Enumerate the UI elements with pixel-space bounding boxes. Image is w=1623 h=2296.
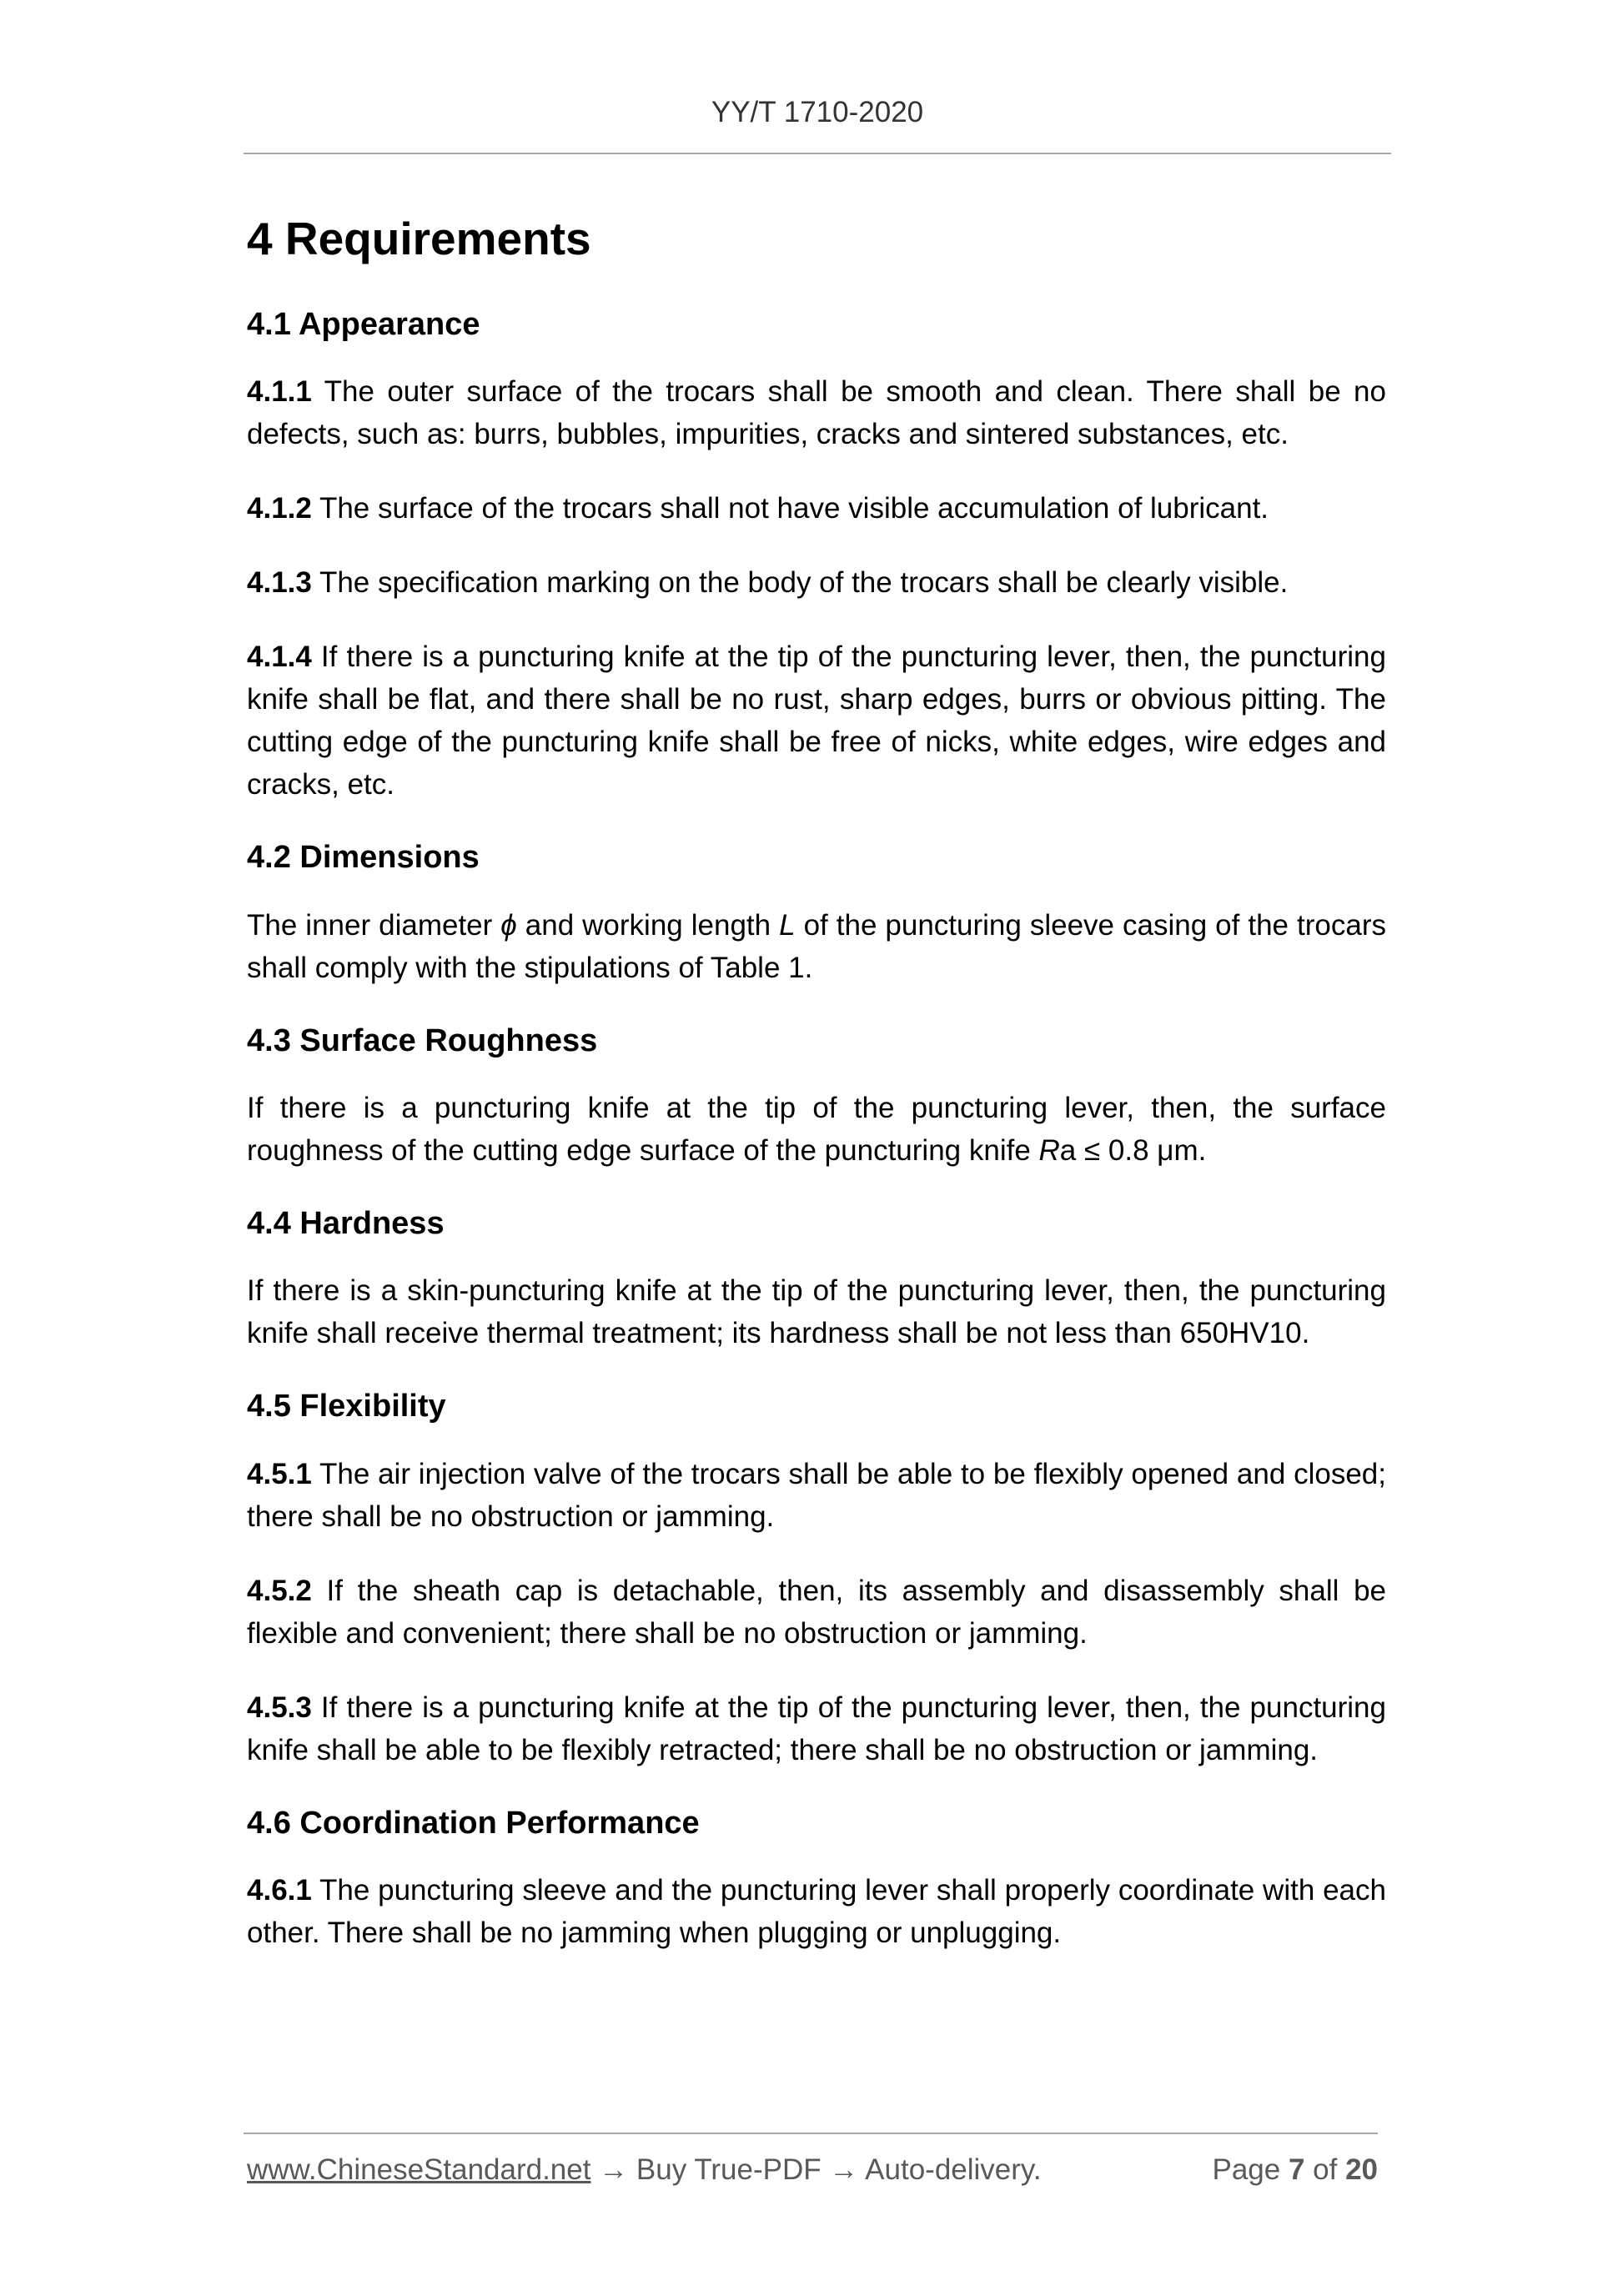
clause-text: The outer surface of the trocars shall be smooth and clean. There shall be no defects, such as: burrs, bubbles, impurities, cracks and sintered substances, etc. (247, 375, 1386, 451)
total-pages: 20 (1345, 2153, 1378, 2186)
clause-text: If there is a puncturing knife at the tip of the puncturing lever, then, the puncturing knife shall be flat, and there shall be no rust, sharp edges, burrs or obvious pitting. The cutting edge of the puncturing knife shall be free of nicks, white edges, wire edges and cracks, etc. (247, 641, 1386, 801)
clause-number: 4.1.3 (247, 566, 312, 600)
clause-text: If the sheath cap is detachable, then, its assembly and disassembly shall be flexible and convenient; there shall be no obstruction or jamming. (247, 1574, 1386, 1650)
subsection-title-dimensions: 4.2 Dimensions (247, 840, 480, 876)
current-page: 7 (1288, 2153, 1305, 2186)
page-content (247, 210, 1386, 1986)
clause-number: 4.5.2 (247, 1574, 312, 1607)
subsection-title-flexibility: 4.5 Flexibility (247, 1389, 446, 1424)
clause-number: 4.1.2 (247, 492, 312, 525)
subsection-title-surface-roughness: 4.3 Surface Roughness (247, 1022, 598, 1058)
text-fragment: and working length (516, 908, 780, 942)
footer-promo-text: → Buy True-PDF → Auto-delivery. (590, 2153, 1042, 2186)
footer-divider (244, 2133, 1378, 2134)
running-header: YY/T 1710-2020 (711, 96, 924, 128)
website-link[interactable]: www.ChineseStandard.net (247, 2153, 591, 2186)
clause-4-1-4 (247, 636, 1386, 806)
clause-number: 4.6.1 (247, 1874, 312, 1907)
clause-4-1-1 (247, 370, 1386, 455)
clause-text: The puncturing sleeve and the puncturing lever shall properly coordinate with each other. There shall be no jamming when plugging or unplugging. (247, 1874, 1386, 1950)
page-word: Page (1212, 2153, 1289, 2186)
text-fragment: of the puncturing sleeve casing of the trocars shall comply with the stipulations of Table 1. (247, 908, 1386, 984)
hardness-paragraph: If there is a skin-puncturing knife at the tip of the puncturing lever, then, the puncturing knife shall receive thermal treatment; its hardness shall be not less than 650HV10. (247, 1274, 1386, 1350)
subsection-title-coordination: 4.6 Coordination Performance (247, 1805, 700, 1841)
subsection-title-hardness: 4.4 Hardness (247, 1205, 445, 1241)
clause-text: The air injection valve of the trocars shall be able to be flexibly opened and closed; there shall be no obstruction or jamming. (247, 1457, 1386, 1533)
phi-symbol: ϕ (500, 908, 517, 942)
roughness-paragraph (247, 1087, 1386, 1172)
clause-number: 4.5.3 (247, 1691, 312, 1724)
subsection-title-appearance: 4.1 Appearance (247, 306, 480, 342)
clause-4-5-3 (247, 1686, 1386, 1771)
text-fragment: The inner diameter (247, 908, 501, 942)
of-word: of (1304, 2153, 1346, 2186)
clause-4-5-2 (247, 1570, 1386, 1655)
footer-promo (247, 2153, 1042, 2186)
clause-4-6-1 (247, 1869, 1386, 1954)
clause-text: If there is a puncturing knife at the tip of the puncturing lever, then, the puncturing knife shall be able to be flexibly retracted; there shall be no obstruction or jamming. (247, 1691, 1386, 1766)
clause-4-1-2 (247, 487, 1386, 530)
header-divider (244, 153, 1391, 154)
text-fragment: If there is a puncturing knife at the tip of the puncturing lever, then, the surface roughness of the cutting edge surface of the puncturing knife (247, 1091, 1386, 1167)
clause-text: The specification marking on the body of the trocars shall be clearly visible. (311, 566, 1289, 600)
dimensions-paragraph (247, 904, 1386, 989)
section-title: 4 Requirements (247, 213, 591, 264)
clause-4-5-1 (247, 1453, 1386, 1538)
clause-number: 4.1.4 (247, 641, 312, 674)
clause-number: 4.5.1 (247, 1457, 312, 1490)
text-fragment: a ≤ 0.8 μm. (1059, 1133, 1207, 1167)
roughness-symbol: R (1038, 1133, 1060, 1167)
clause-number: 4.1.1 (247, 375, 312, 409)
page-footer (247, 2153, 1378, 2187)
clause-4-1-3 (247, 561, 1386, 604)
clause-text: The surface of the trocars shall not have visible accumulation of lubricant. (311, 492, 1269, 525)
page-number (1212, 2153, 1378, 2187)
length-symbol: L (779, 908, 796, 942)
